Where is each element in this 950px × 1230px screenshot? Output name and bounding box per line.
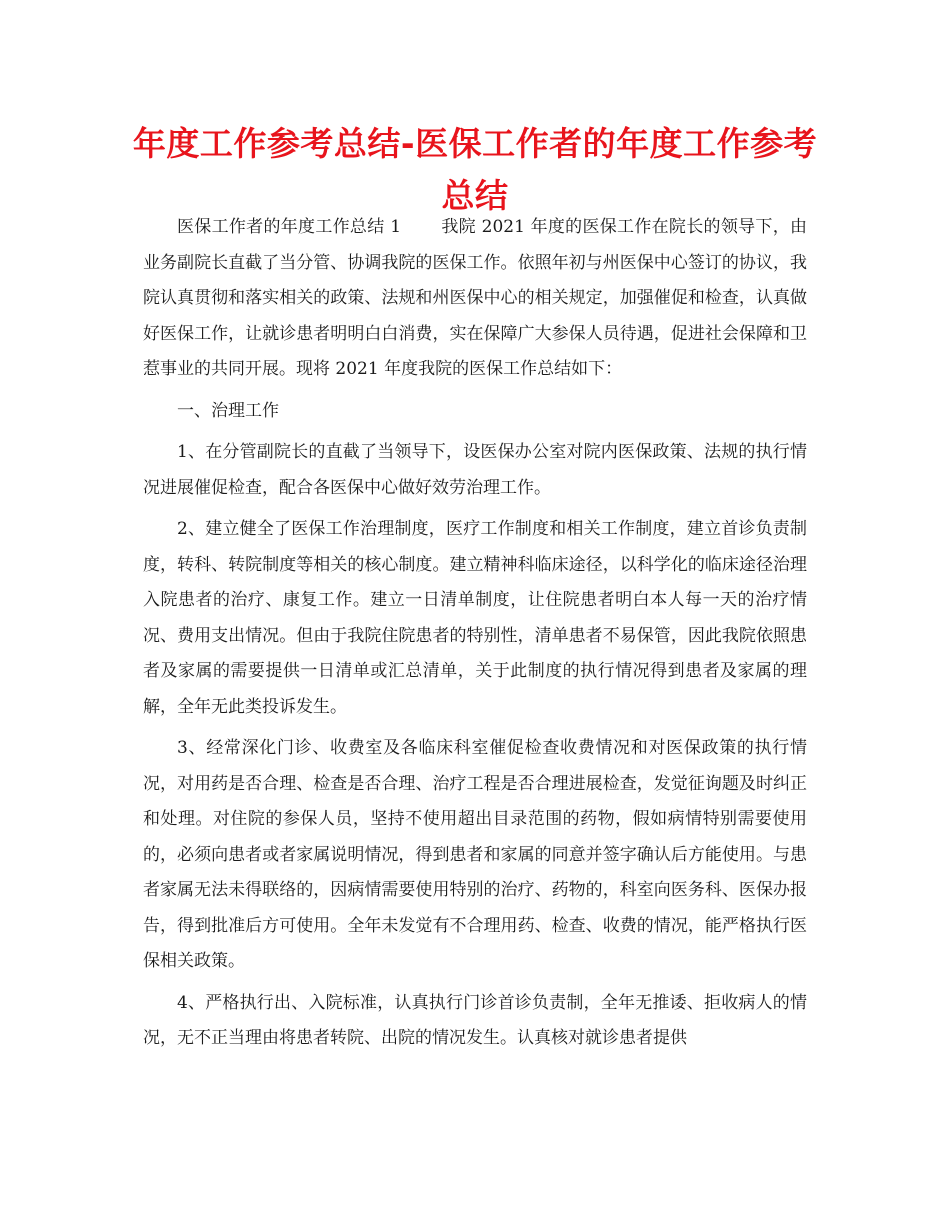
paragraph-item-1: 1、在分管副院长的直截了当领导下，设医保办公室对院内医保政策、法规的执行情况进展催促检查，配合各医保中心做好效劳治理工作。 xyxy=(143,442,807,498)
paragraph-item-2: 2、建立健全了医保工作治理制度，医疗工作制度和相关工作制度，建立首诊负责制度，转科、转院制度等相关的核心制度。建立精神科临床途径，以科学化的临床途径治理入院患者的治疗、康复工作。建立一日清单制度，让住院患者明白本人每一天的治疗情况、费用支出情况。但由于我院住院患者的特别性，清单患者不易保管，因此我院依照患者及家属的需要提供一日清单或汇总清单，关于此制度的执行情况得到患者及家属的理解，全年无此类投诉发生。 xyxy=(143,519,807,717)
intro-paragraph xyxy=(143,210,807,388)
intro-heading: 医保工作者的年度工作总结 1 xyxy=(177,217,402,237)
paragraph-item-3: 3、经常深化门诊、收费室及各临床科室催促检查收费情况和对医保政策的执行情况，对用药是否合理、检查是否合理、治疗工程是否合理进展检查，发觉征询题及时纠正和处理。对住院的参保人员，坚持不使用超出目录范围的药物，假如病情特别需要使用的，必须向患者或者家属说明情况，得到患者和家属的同意并签字确认后方能使用。与患者家属无法未得联络的，因病情需要使用特别的治疗、药物的，科室向医务科、医保办报告，得到批准后方可使用。全年未发觉有不合理用药、检查、收费的情况，能严格执行医保相关政策。 xyxy=(143,738,807,971)
intro-text: 我院 2021 年度的医保工作在院长的领导下，由业务副院长直截了当分管、协调我院的医保工作。依照年初与州医保中心签订的协议，我院认真贯彻和落实相关的政策、法规和州医保中心的相关规定，加强催促和检查，认真做好医保工作，让就诊患者明明白白消费，实在保障广大参保人员待遇，促进社会保障和卫惹事业的共同开展。现将 2021 年度我院的医保工作总结如下： xyxy=(143,217,807,379)
paragraph-item-4: 4、严格执行出、入院标准，认真执行门诊首诊负责制，全年无推诿、拒收病人的情况，无不正当理由将患者转院、出院的情况发生。认真核对就诊患者提供 xyxy=(143,992,807,1048)
document-title: 年度工作参考总结-医保工作者的年度工作参考总结 xyxy=(132,124,818,215)
section-heading: 一、治理工作 xyxy=(177,400,279,421)
document-body xyxy=(143,210,807,1057)
